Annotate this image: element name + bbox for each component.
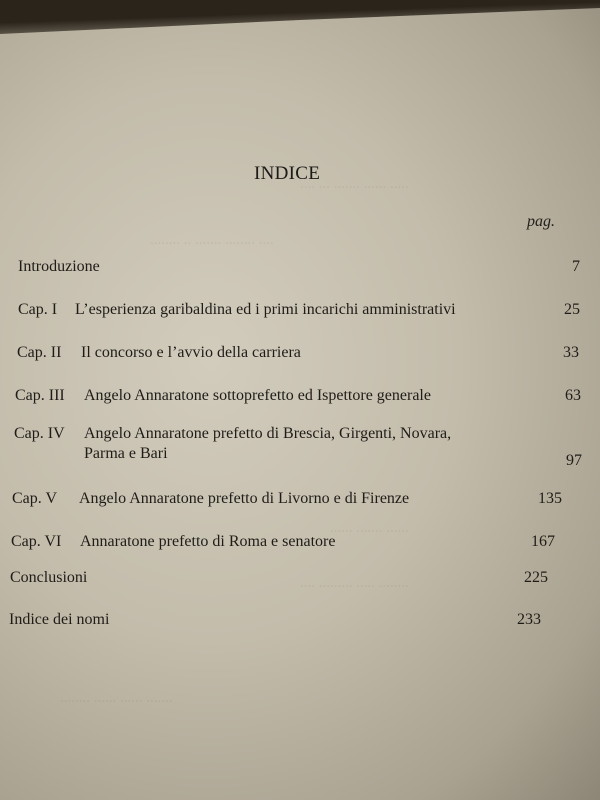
toc-entry [9,611,569,635]
toc-entry-title: Angelo Annaratone prefetto di Brescia, Girgenti, Novara, [84,425,452,442]
toc-entry-page: 33 [563,344,579,361]
toc-entry-title: Il concorso e l’avvio della carriera [81,344,301,361]
toc-entry-page: 97 [566,452,582,469]
toc-entry-title: Angelo Annaratone sottoprefetto ed Ispettore generale [84,387,431,404]
toc-entry-title: Introduzione [18,258,100,275]
toc-entry [14,425,584,475]
toc-entry-title: Angelo Annaratone prefetto di Livorno e di Firenze [79,490,410,507]
toc-entry-page: 63 [565,387,581,404]
toc-entry-page: 135 [538,490,562,507]
toc-entry-page: 25 [564,301,580,318]
toc-entry-chapter: Cap. I [18,301,58,318]
toc-entry [18,301,578,325]
toc-entry [10,569,570,593]
toc-entry-chapter: Cap. IV [14,425,65,442]
toc-entry-chapter: Cap. V [12,490,58,507]
bleed-through-text: ..... ...... ....... ... .... [300,176,409,192]
toc-entry [18,258,578,282]
index-title: INDICE [254,163,321,184]
toc-entry-chapter: Cap. II [17,344,62,361]
toc-entry-chapter: Cap. III [15,387,65,404]
book-top-shadow [0,0,600,36]
bleed-through-text: .... ........ ....... .. ........ [150,232,274,248]
bleed-through-text: ...... ....... ...... [330,520,409,536]
bleed-through-text: ....... ...... ...... ........ [60,690,173,706]
toc-entry [11,533,571,557]
toc-entry [17,344,577,368]
toc-entry-page: 7 [572,258,580,275]
toc-entry-title: Conclusioni [10,569,88,586]
toc-entry [12,490,572,514]
toc-entry-page: 225 [524,569,548,586]
page-column-header: pag. [527,213,555,230]
toc-entry-title: Indice dei nomi [9,611,110,628]
toc-entry-page: 167 [531,533,555,550]
toc-entry-chapter: Cap. VI [11,533,62,550]
toc-entry-title-continuation: Parma e Bari [84,445,168,462]
toc-entry-title: Annaratone prefetto di Roma e senatore [80,533,336,550]
toc-entry-title: L’esperienza garibaldina ed i primi incarichi amministrativi [75,301,456,318]
toc-entry-page: 233 [517,611,541,628]
bleed-through-text: ........ ..... ......... .... [300,575,409,591]
toc-entry [15,387,581,411]
